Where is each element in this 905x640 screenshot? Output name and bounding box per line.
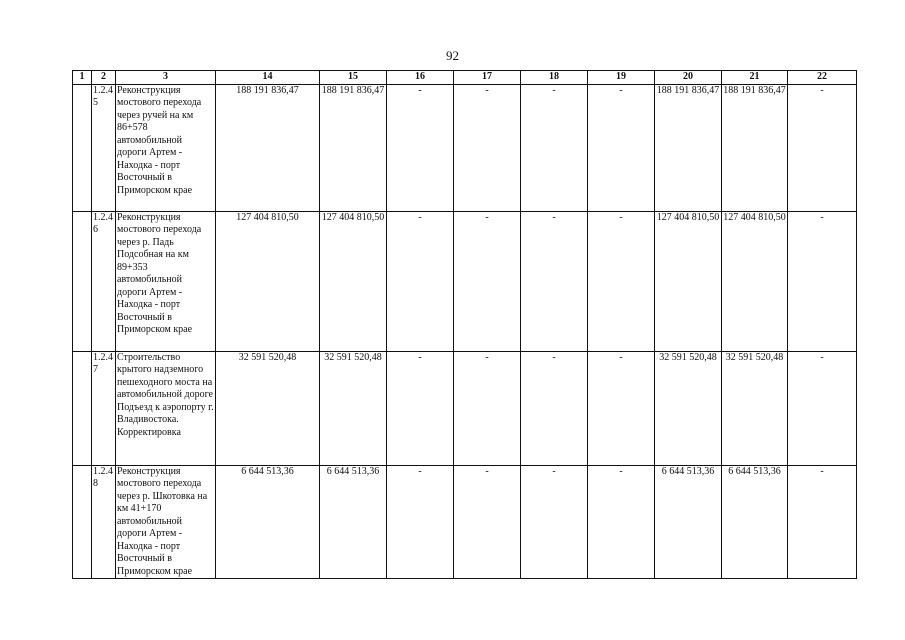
cell-col-16: - bbox=[387, 211, 454, 351]
row-index-cell bbox=[73, 351, 92, 465]
cell-col-20: 6 644 513,36 bbox=[655, 465, 722, 579]
row-code-cell: 1.2.4 7 bbox=[92, 351, 116, 465]
row-code-cell: 1.2.4 8 bbox=[92, 465, 116, 579]
column-header-17: 17 bbox=[454, 71, 521, 85]
cell-col-16: - bbox=[387, 84, 454, 211]
cell-col-17: - bbox=[454, 211, 521, 351]
cell-col-21: 32 591 520,48 bbox=[722, 351, 788, 465]
column-header-3: 3 bbox=[116, 71, 216, 85]
row-code-cell: 1.2.4 5 bbox=[92, 84, 116, 211]
cell-col-15: 188 191 836,47 bbox=[320, 84, 387, 211]
cell-col-14: 127 404 810,50 bbox=[216, 211, 320, 351]
table-row bbox=[73, 84, 857, 211]
cell-col-22: - bbox=[788, 211, 857, 351]
cell-col-22: - bbox=[788, 465, 857, 579]
cell-col-20: 188 191 836,47 bbox=[655, 84, 722, 211]
cell-col-15: 6 644 513,36 bbox=[320, 465, 387, 579]
column-header-22: 22 bbox=[788, 71, 857, 85]
cell-col-18: - bbox=[521, 84, 588, 211]
cell-col-17: - bbox=[454, 84, 521, 211]
cell-col-14: 6 644 513,36 bbox=[216, 465, 320, 579]
column-header-20: 20 bbox=[655, 71, 722, 85]
cell-col-15: 127 404 810,50 bbox=[320, 211, 387, 351]
row-code-cell: 1.2.4 6 bbox=[92, 211, 116, 351]
table-row bbox=[73, 465, 857, 579]
cell-col-18: - bbox=[521, 351, 588, 465]
cell-col-21: 127 404 810,50 bbox=[722, 211, 788, 351]
cell-col-20: 127 404 810,50 bbox=[655, 211, 722, 351]
cell-col-14: 188 191 836,47 bbox=[216, 84, 320, 211]
cell-col-19: - bbox=[588, 84, 655, 211]
table-header-row bbox=[73, 71, 857, 85]
column-header-15: 15 bbox=[320, 71, 387, 85]
page-number: 92 bbox=[446, 48, 459, 63]
table-row bbox=[73, 211, 857, 351]
cell-col-19: - bbox=[588, 211, 655, 351]
cell-col-16: - bbox=[387, 465, 454, 579]
cell-col-19: - bbox=[588, 465, 655, 579]
cell-col-22: - bbox=[788, 351, 857, 465]
cell-col-15: 32 591 520,48 bbox=[320, 351, 387, 465]
budget-table bbox=[72, 70, 857, 579]
column-header-21: 21 bbox=[722, 71, 788, 85]
column-header-16: 16 bbox=[387, 71, 454, 85]
row-index-cell bbox=[73, 211, 92, 351]
cell-col-18: - bbox=[521, 465, 588, 579]
cell-col-19: - bbox=[588, 351, 655, 465]
column-header-2: 2 bbox=[92, 71, 116, 85]
row-name-cell: Реконструкция мостового перехода через р. Падь Подсобная на км 89+353 автомобильной дороги Артем - Находка - порт Восточный в Приморском крае bbox=[116, 211, 216, 351]
cell-col-21: 6 644 513,36 bbox=[722, 465, 788, 579]
row-index-cell bbox=[73, 465, 92, 579]
table-row bbox=[73, 351, 857, 465]
cell-col-21: 188 191 836,47 bbox=[722, 84, 788, 211]
column-header-18: 18 bbox=[521, 71, 588, 85]
row-index-cell bbox=[73, 84, 92, 211]
cell-col-14: 32 591 520,48 bbox=[216, 351, 320, 465]
column-header-1: 1 bbox=[73, 71, 92, 85]
cell-col-18: - bbox=[521, 211, 588, 351]
cell-col-22: - bbox=[788, 84, 857, 211]
row-name-cell: Реконструкция мостового перехода через ручей на км 86+578 автомобильной дороги Артем - Находка - порт Восточный в Приморском крае bbox=[116, 84, 216, 211]
cell-col-20: 32 591 520,48 bbox=[655, 351, 722, 465]
cell-col-16: - bbox=[387, 351, 454, 465]
row-name-cell: Реконструкция мостового перехода через р. Шкотовка на км 41+170 автомобильной дороги Артем - Находка - порт Восточный в Приморском крае bbox=[116, 465, 216, 579]
cell-col-17: - bbox=[454, 465, 521, 579]
column-header-19: 19 bbox=[588, 71, 655, 85]
column-header-14: 14 bbox=[216, 71, 320, 85]
row-name-cell: Строительство крытого надземного пешеходного моста на автомобильной дороге Подъезд к аэропорту г. Владивостока. Корректировка bbox=[116, 351, 216, 465]
cell-col-17: - bbox=[454, 351, 521, 465]
